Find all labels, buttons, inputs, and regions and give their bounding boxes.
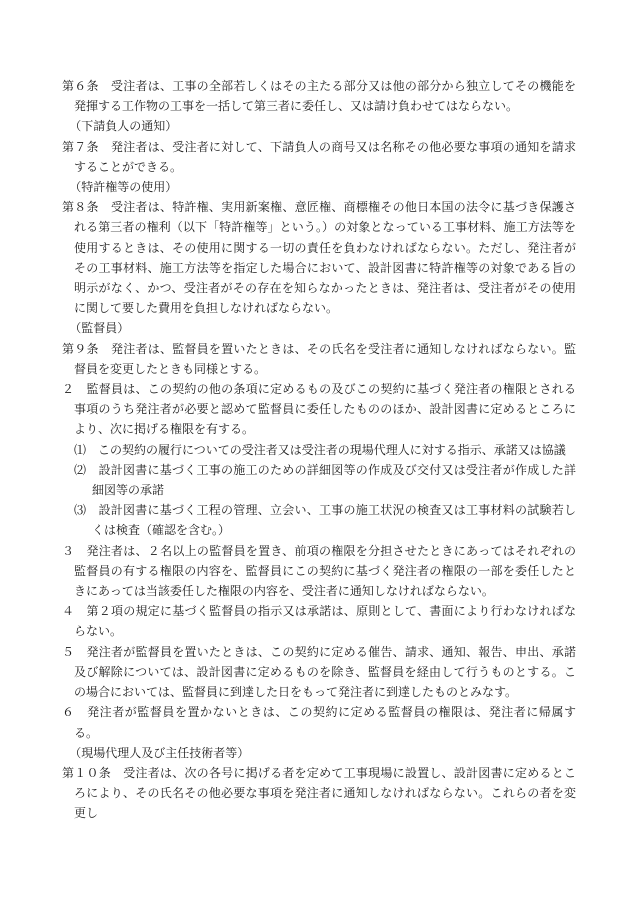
article-10: 第１０条 受注者は、次の各号に掲げる者を定めて工事現場に設置し、設計図書に定めるところにより、その氏名その他必要な事項を発注者に通知しなければならない。これらの者を変更し [62,765,576,821]
article-9-paragraph-6: ６ 発注者が監督員を置かないときは、この契約に定める監督員の権限は、発注者に帰属する。 [62,705,576,740]
article-9: 第９条 発注者は、監督員を置いたときは、その氏名を受注者に通知しなければならない。監督員を変更したときも同様とする。 [62,341,576,376]
article-9-item-2: ⑵ 設計図書に基づく工事の施工のための詳細図等の作成及び交付又は受注者が作成した詳細図等の承諾 [74,462,576,498]
article-8: 第８条 受注者は、特許権、実用新案権、意匠権、商標権その他日本国の法令に基づき保護される第三者の権利（以下「特許権等」という。）の対象となっている工事材料、施工方法等を使用するときは、その使用に関する一切の責任を負わなければならない。ただし、発注者がその工事材料、施工方法等を指定した場合において、設計図書に特許権等の対象である旨の明示がなく、かつ、受注者がその存在を知らなかったときは、発注者は、受注者がその使用に関して要した費用を負担しなければならない。 [62,200,576,316]
article-6: 第６条 受注者は、工事の全部若しくはその主たる部分又は他の部分から独立してその機能を発揮する工作物の工事を一括して第三者に委任し、又は請け負わせてはならない。 [62,79,576,114]
article-9-paragraph-3: ３ 発注者は、２名以上の監督員を置き、前項の権限を分担させたときにあってはそれぞれの監督員の有する権限の内容を、監督員にこの契約に基づく発注者の権限の一部を委任したときにあっては当該委任した権限の内容を、受注者に通知しなければならない。 [62,543,576,599]
heading-patent-use: （特許権等の使用） [69,180,178,195]
document-body [62,76,576,824]
article-9-paragraph-4: ４ 第２項の規定に基づく監督員の指示又は承諾は、原則として、書面により行わなければならない。 [62,604,576,639]
article-9-paragraph-2: ２ 監督員は、この契約の他の条項に定めるもの及びこの契約に基づく発注者の権限とされる事項のうち発注者が必要と認めて監督員に委任したもののほか、設計図書に定めるところにより、次に掲げる権限を有する。 [62,382,576,437]
heading-supervisor: （監督員） [69,321,130,336]
heading-subcontractor-notice: （下請負人の通知） [69,119,178,134]
heading-site-agent: （現場代理人及び主任技術者等） [69,745,250,760]
article-7: 第７条 発注者は、受注者に対して、下請負人の商号又は名称その他必要な事項の通知を請求することができる。 [62,139,576,174]
article-9-item-3: ⑶ 設計図書に基づく工程の管理、立会い、工事の施工状況の検査又は工事材料の試験若しくは検査（確認を含む。） [74,503,576,538]
article-9-item-1: ⑴ この契約の履行についての受注者又は受注者の現場代理人に対する指示、承諾又は協議 [74,442,566,457]
article-9-paragraph-5: ５ 発注者が監督員を置いたときは、この契約に定める催告、請求、通知、報告、申出、承諾及び解除については、設計図書に定めるものを除き、監督員を経由して行うものとする。この場合においては、監督員に到達した日をもって発注者に到達したものとみなす。 [62,644,576,700]
